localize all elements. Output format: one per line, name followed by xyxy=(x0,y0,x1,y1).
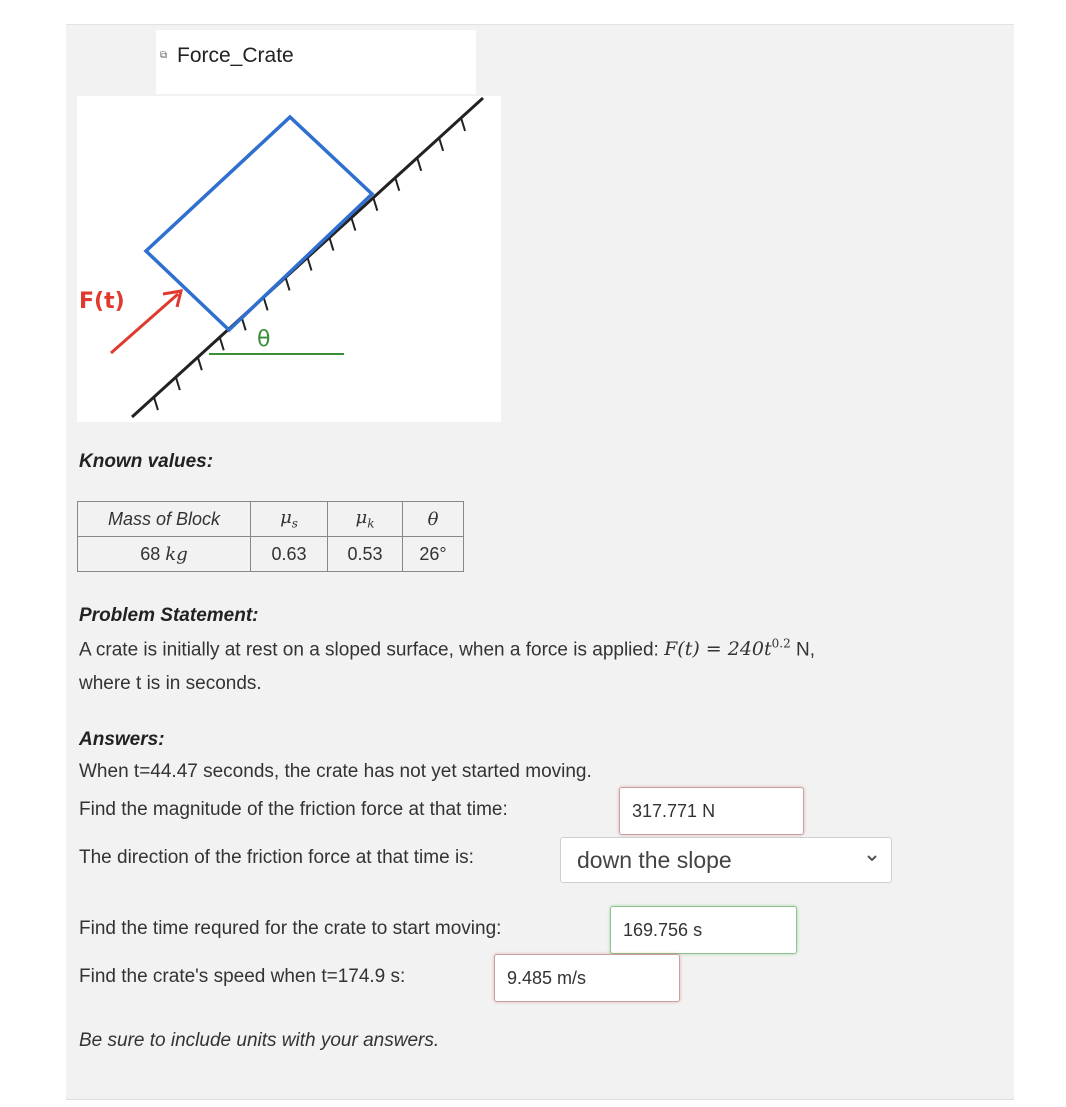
mu-k-header: $\mu_k$ xyxy=(328,502,403,537)
mass-value: 68 kg xyxy=(78,537,251,572)
start-time-input[interactable] xyxy=(610,906,797,954)
mu-s-header: $\mu_s$ xyxy=(251,502,328,537)
hatch-mark xyxy=(308,258,312,271)
incline-figure xyxy=(77,96,501,422)
answers-intro: When t=44.47 seconds, the crate has not yet started moving. xyxy=(79,761,592,782)
known-values-table xyxy=(77,501,464,572)
problem-heading: Problem Statement: xyxy=(79,605,259,626)
incline-diagram xyxy=(77,96,501,422)
hatch-mark xyxy=(395,178,399,191)
hatch-mark xyxy=(461,118,465,131)
friction-magnitude-label: Find the magnitude of the friction force at that time: xyxy=(79,799,508,820)
hatch-mark xyxy=(154,397,158,410)
friction-magnitude-value: 317.771 N xyxy=(632,800,716,821)
table-header-row xyxy=(78,502,464,537)
friction-magnitude-input[interactable] xyxy=(619,787,804,835)
hatch-mark xyxy=(373,198,377,211)
friction-direction-selected: down the slope xyxy=(577,846,732,873)
speed-value: 9.485 m/s xyxy=(507,967,587,988)
hatch-mark xyxy=(220,337,224,350)
table-values-row xyxy=(78,537,464,572)
force-label: F(t) xyxy=(79,289,125,314)
units-note: Be sure to include units with your answers. xyxy=(79,1030,440,1051)
hatch-mark xyxy=(198,357,202,370)
speed-input[interactable] xyxy=(494,954,680,1002)
force-exponent: 0.2 xyxy=(771,637,791,651)
mass-header: Mass of Block xyxy=(78,502,251,537)
friction-direction-label: The direction of the friction force at that time is: xyxy=(79,847,474,868)
chevron-down-icon xyxy=(865,851,879,865)
theta-header: θ xyxy=(403,502,464,537)
hatch-mark xyxy=(176,377,180,390)
mu-k-value: 0.53 xyxy=(328,537,403,572)
mu-s-value: 0.63 xyxy=(251,537,328,572)
page-title: Force_Crate xyxy=(177,44,294,67)
slope-hatching xyxy=(154,118,465,410)
answers-heading: Answers: xyxy=(79,729,165,750)
speed-label: Find the crate's speed when t=174.9 s: xyxy=(79,966,406,987)
hatch-mark xyxy=(351,218,355,231)
hatch-mark xyxy=(417,158,421,171)
broken-image-icon: ⧉ xyxy=(160,50,168,61)
start-time-label: Find the time requred for the crate to start moving: xyxy=(79,918,502,939)
problem-line-1: A crate is initially at rest on a sloped surface, when a force is applied: $F(t) = 240t^{0.2}$ N, xyxy=(79,637,816,661)
force-equation: F(t) = 240t xyxy=(664,638,772,661)
known-values-heading: Known values: xyxy=(79,451,214,472)
theta-value: 26° xyxy=(403,537,464,572)
hatch-mark xyxy=(286,277,290,290)
angle-label: θ xyxy=(257,327,271,352)
hatch-mark xyxy=(439,138,443,151)
problem-line-2: where t is in seconds. xyxy=(79,673,262,694)
hatch-mark xyxy=(329,238,333,251)
hatch-mark xyxy=(264,297,268,310)
friction-direction-select[interactable] xyxy=(560,837,892,883)
start-time-value: 169.756 s xyxy=(623,919,703,940)
